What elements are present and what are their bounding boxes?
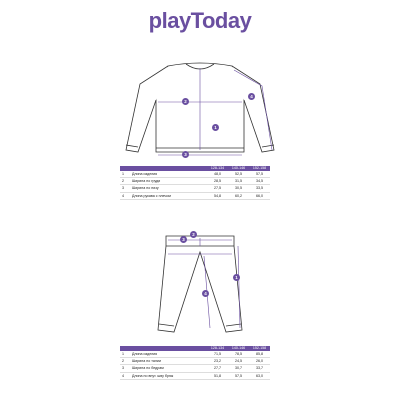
row-value: 54,8: [214, 193, 221, 198]
marker-badge: 2: [190, 231, 197, 238]
row-value: 28,5: [214, 179, 221, 184]
row-value: 71,5: [214, 352, 221, 356]
table-row: [120, 185, 270, 192]
row-value: 85,8: [256, 352, 263, 356]
row-name: Ширина по талии: [132, 359, 161, 364]
row-name: Ширина по низу: [132, 186, 159, 191]
row-number: 2: [122, 359, 124, 364]
row-value: 33,5: [256, 186, 263, 191]
row-number: 3: [122, 186, 124, 191]
marker-badge: 3: [180, 236, 187, 243]
row-value: 33,7: [256, 366, 263, 371]
row-number: 1: [122, 352, 124, 356]
table-row: [120, 351, 270, 358]
row-name: Длина изделия: [132, 352, 158, 356]
row-value: 27,5: [214, 186, 221, 191]
row-number: 2: [122, 179, 124, 184]
header-cell: 128-134: [210, 166, 225, 170]
row-number: 4: [122, 193, 124, 198]
row-value: 24,5: [235, 359, 242, 364]
row-number: 3: [122, 366, 124, 371]
table-row: [120, 373, 270, 380]
header-cell: 152-158: [252, 166, 267, 170]
table-row: [120, 178, 270, 185]
table-row: [120, 171, 270, 178]
header-cell: 152-158: [252, 346, 267, 350]
row-value: 66,0: [256, 193, 263, 198]
row-value: 51,8: [214, 373, 221, 378]
top-size-table: [120, 166, 270, 200]
marker-badge: 3: [182, 151, 189, 158]
row-name: Длина изделия: [132, 172, 158, 176]
header-cell: 128-134: [210, 346, 225, 350]
table-row: [120, 365, 270, 372]
row-value: 48,0: [214, 172, 221, 176]
row-value: 52,5: [235, 172, 242, 176]
header-cell: 140-146: [231, 346, 246, 350]
row-value: 30,5: [235, 186, 242, 191]
marker-badge: 1: [212, 124, 219, 131]
row-value: 30,7: [235, 366, 242, 371]
row-name: Ширина по бедрам: [132, 366, 164, 371]
bottom-size-table: [120, 346, 270, 380]
row-value: 34,5: [256, 179, 263, 184]
row-name: Длина по внут. шву брюк: [132, 373, 174, 378]
table-row: [120, 358, 270, 365]
row-number: 4: [122, 373, 124, 378]
row-value: 31,5: [235, 179, 242, 184]
row-value: 57,5: [235, 373, 242, 378]
marker-badge: 4: [202, 290, 209, 297]
row-name: Длина рукава с плечом: [132, 193, 171, 198]
marker-badge: 1: [233, 274, 240, 281]
row-value: 63,0: [256, 373, 263, 378]
header-cell: 140-146: [231, 166, 246, 170]
row-value: 23,2: [214, 359, 221, 364]
marker-badge: 4: [248, 93, 255, 100]
marker-badge: 2: [182, 98, 189, 105]
row-value: 78,5: [235, 352, 242, 356]
brand-logo: playToday: [148, 8, 252, 33]
row-value: 57,5: [256, 172, 263, 176]
row-value: 60,2: [235, 193, 242, 198]
row-number: 1: [122, 172, 124, 176]
row-value: 26,0: [256, 359, 263, 364]
row-value: 27,7: [214, 366, 221, 371]
table-row: [120, 193, 270, 200]
row-name: Ширина по груди: [132, 179, 161, 184]
